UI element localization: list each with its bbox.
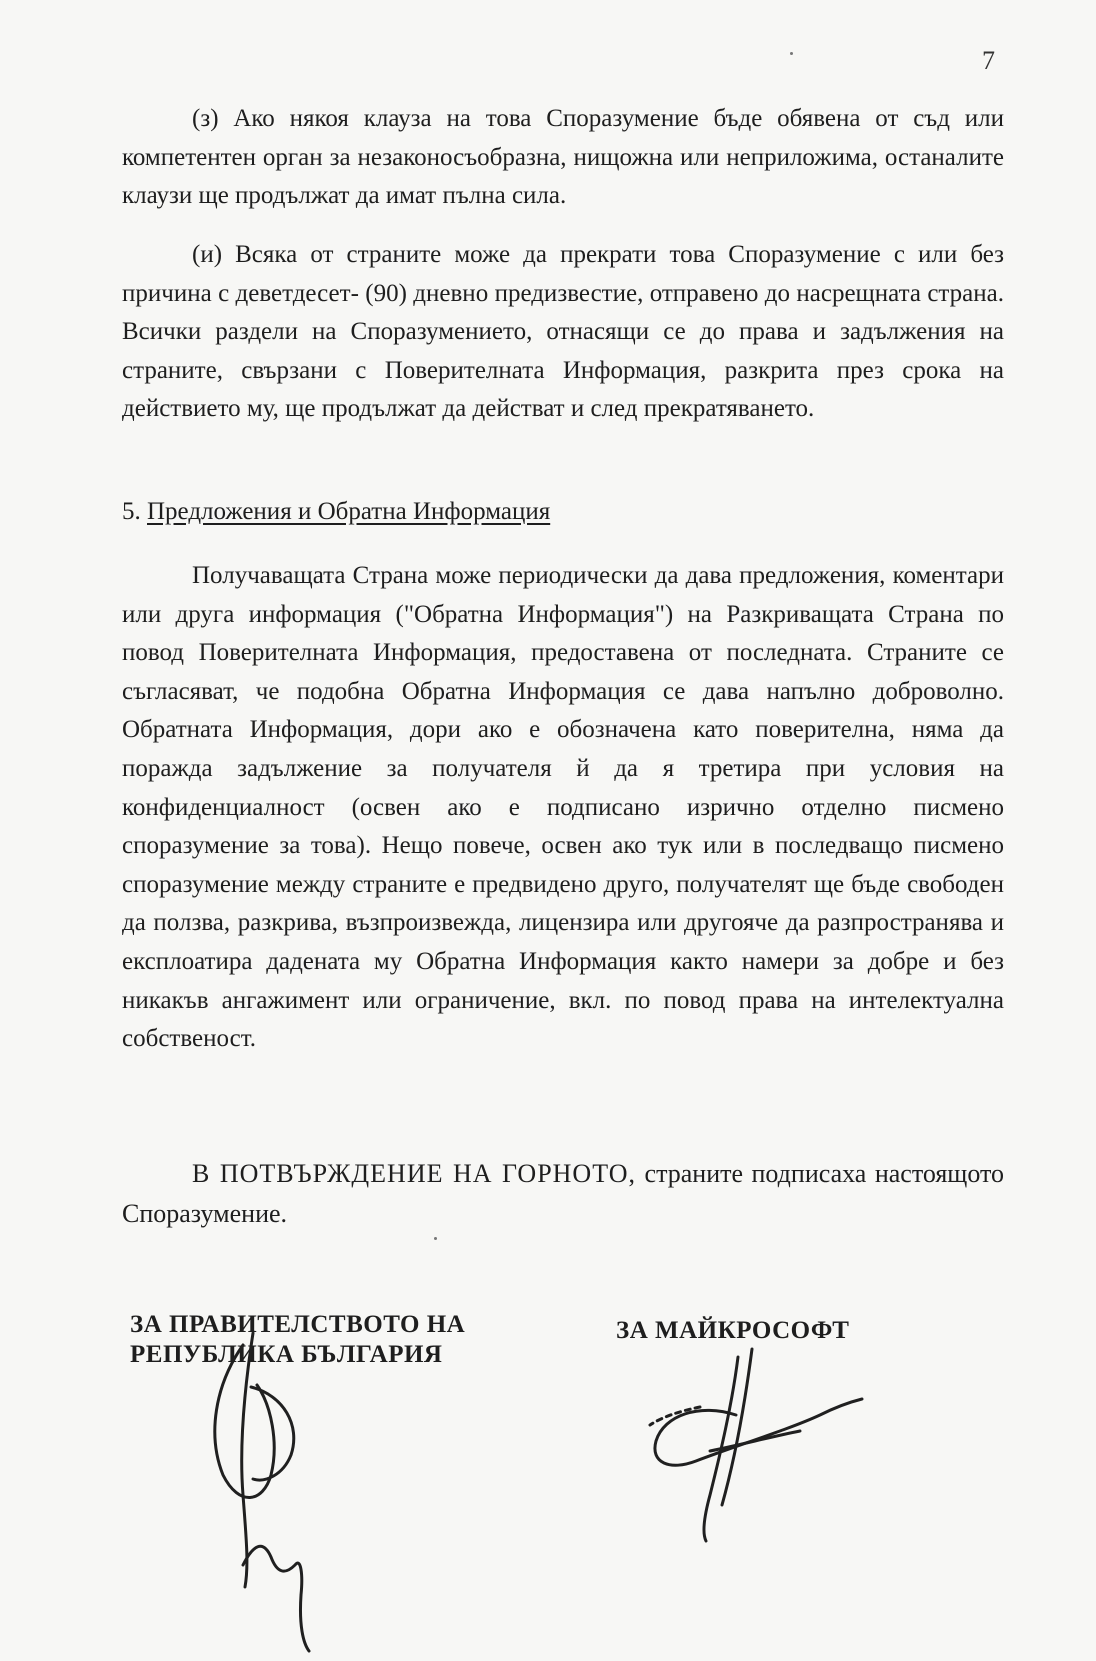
witness-rest: страните подписаха настоящото Споразумение. [122, 1159, 1005, 1228]
page-number: 7 [982, 46, 995, 75]
clause-i-lead: (и) [192, 241, 223, 268]
witness-paragraph [122, 1154, 1004, 1234]
clause-i [122, 236, 1004, 429]
section-title: Предложения и Обратна Информация [147, 498, 551, 525]
clause-z [122, 100, 1004, 216]
signature-bulgaria [205, 1325, 395, 1655]
clause-z-lead: (з) [192, 105, 219, 132]
scan-speck [790, 52, 793, 55]
scan-speck [434, 1237, 437, 1240]
witness-caps: В ПОТВЪРЖДЕНИЕ НА ГОРНОТО, [192, 1159, 637, 1188]
section-number: 5. [122, 498, 141, 525]
section-heading [122, 493, 550, 531]
clause-z-text: Ако някоя клауза на това Споразумение бъде обявена от съд или компетентен орган за незаконосъобразна, нищожна или неприложима, останалите клаузи ще продължат да имат пълна сила. [122, 105, 1005, 210]
signature-microsoft [640, 1345, 890, 1545]
feedback-text: Получаващата Страна може периодически да дава предложения, коментари или друга информация ("Обратна Информация") на Разкриващата Страна по повод Поверителната Информация, предоставена от последната. Страните се съгласяват, че подобна Обратна Информация се дава напълно доброволно. Обратната Информация, дори ако е обозначена като поверителна, няма да поражда задължение за получателя й да я третира при условия на конфиденциалност (освен ако е подписано изрично отделно писмено споразумение за това). Нещо повече, освен ако тук или в последващо писмено споразумение между страните е предвидено друго, получателят ще бъде свободен да ползва, разкрива, възпроизвежда, лицензира или другояче да разпространява и експлоатира дадената му Обратна Информация както намери за добре и без никакъв ангажимент или ограничение, вкл. по повод права на интелектуална собственост. [122, 562, 1004, 1053]
signatory-bulgaria-line1: ЗА ПРАВИТЕЛСТВОТО НА [130, 1311, 466, 1338]
clause-i-text: Всяка от страните може да прекрати това Споразумение с или без причина с деветдесет- (90) дневно предизвестие, отправено до насрещната страна. Всички раздели на Споразумението, отнасящи се до права и задължения на страните, свързани с Поверителната Информация, разкрита през срока на действието му, ще продължат да действат и след прекратяването. [122, 241, 1004, 423]
feedback-paragraph [122, 557, 1004, 1059]
signatory-microsoft: ЗА МАЙКРОСОФТ [616, 1317, 850, 1344]
signatory-bulgaria-line2: РЕПУБЛИКА БЪЛГАРИЯ [130, 1341, 443, 1368]
